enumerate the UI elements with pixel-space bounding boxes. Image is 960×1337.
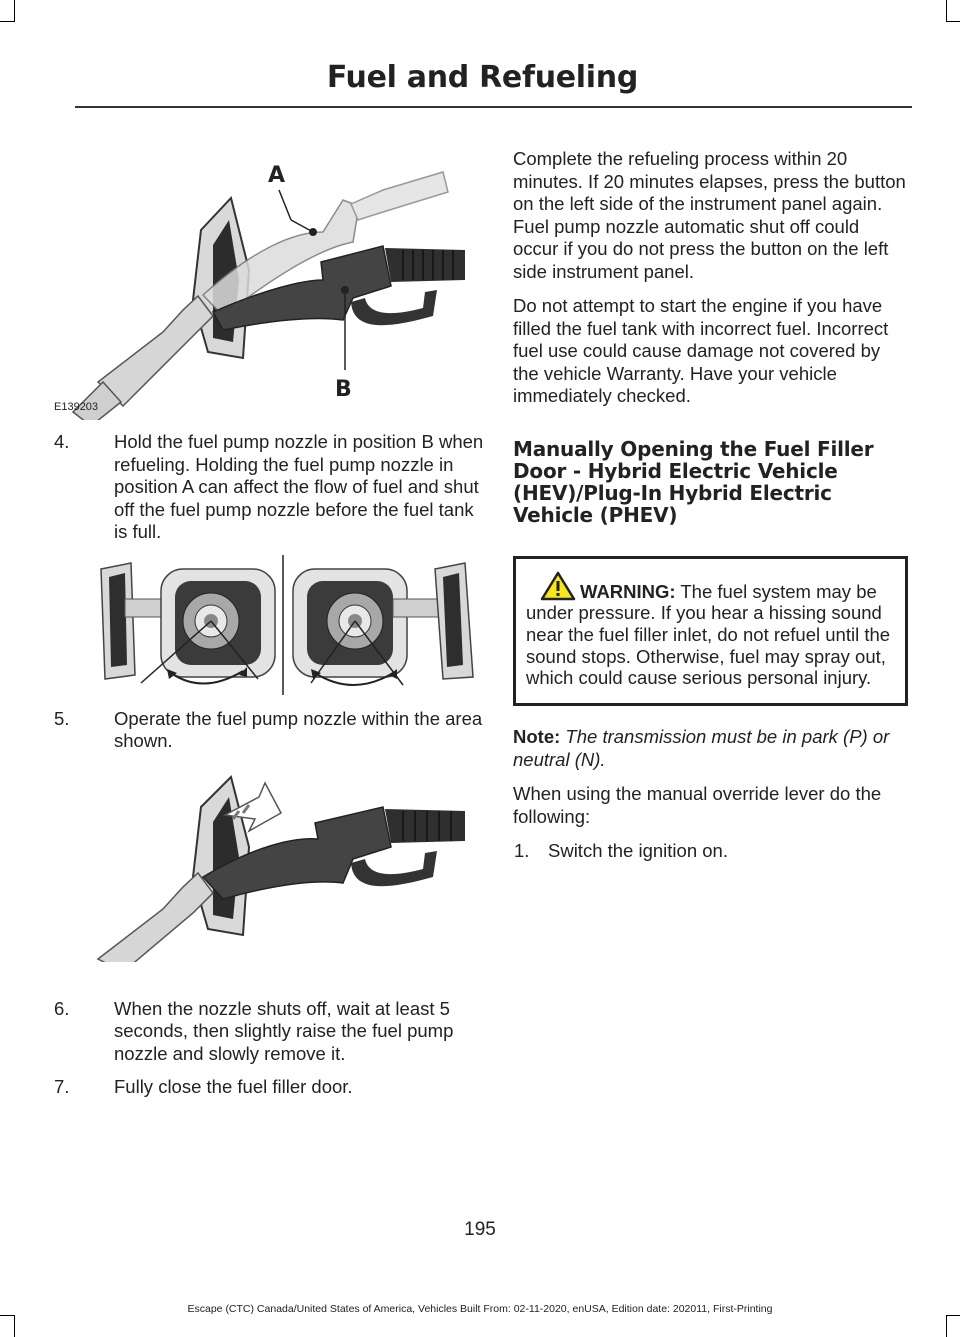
crop-mark — [946, 0, 947, 22]
crop-mark — [946, 1315, 960, 1316]
step-number: 5. — [54, 707, 70, 729]
header-divider — [75, 106, 912, 108]
page-title: Fuel and Refueling — [326, 60, 638, 95]
operating-area-illustration — [53, 555, 486, 695]
figure-operating-area — [53, 555, 486, 695]
step-number: 1. — [514, 840, 530, 862]
step-text: Operate the fuel pump nozzle within the area shown. — [114, 707, 483, 751]
right-column — [513, 148, 908, 863]
paragraph-refuel-time: Complete the refueling process within 20 minutes. If 20 minutes elapses, press the button on the left side of the instrument panel again. Fuel pump nozzle automatic shut off could occur if you do not press the button on the left side instrument panel. — [513, 148, 906, 282]
section-heading: Manually Opening the Fuel Filler Door - Hybrid Electric Vehicle (HEV)/Plug-In Hybrid Electric Vehicle (PHEV) — [513, 436, 874, 527]
step-text: When the nozzle shuts off, wait at least 5 seconds, then slightly raise the fuel pump nozzle and slowly remove it. — [114, 997, 454, 1064]
step-4 — [53, 431, 486, 544]
step-7 — [53, 1076, 486, 1099]
left-column — [53, 120, 486, 1099]
warning-text: The fuel system may be under pressure. If you hear a hissing sound near the fuel filler inlet, do not refuel until the sound stops. Otherwise, fuel may spray out, which could cause serious personal injury. — [526, 580, 891, 689]
crop-mark — [946, 1315, 947, 1337]
figure-code: E139203 — [54, 401, 99, 413]
crop-mark — [14, 1315, 15, 1337]
step-number: 7. — [54, 1076, 70, 1097]
step-5 — [53, 708, 486, 753]
crop-mark — [0, 21, 14, 22]
step-text: Fully close the fuel filler door. — [114, 1076, 353, 1097]
warning-box — [513, 556, 908, 707]
note-label: Note: — [513, 726, 561, 748]
crop-mark — [946, 21, 960, 22]
step-text: Hold the fuel pump nozzle in position B when refueling. Holding the fuel pump nozzle in position A can affect the flow of fuel and shut off the fuel pump nozzle before the fuel tank is full. — [114, 431, 484, 542]
step-number: 6. — [54, 997, 70, 1019]
callout-b: B — [335, 377, 352, 402]
figure-nozzle-positions — [53, 120, 486, 420]
crop-mark — [0, 1315, 14, 1316]
paragraph-override-lever: When using the manual override lever do the following: — [513, 783, 882, 827]
warning-triangle-icon — [540, 571, 576, 601]
note — [513, 726, 908, 771]
nozzle-positions-illustration — [53, 120, 486, 420]
nozzle-insertion-illustration — [53, 767, 486, 962]
page-number: 195 — [464, 1219, 496, 1240]
footer-text: Escape (CTC) Canada/United States of America, Vehicles Built From: 02-11-2020, enUSA, Edition date: 202011, First-Printing — [187, 1303, 773, 1315]
crop-mark — [14, 0, 15, 22]
step-1 — [513, 840, 908, 863]
step-text: Switch the ignition on. — [548, 840, 728, 862]
step-number: 4. — [54, 431, 70, 452]
step-6 — [53, 998, 486, 1066]
figure-nozzle-insertion — [53, 767, 486, 962]
warning-label: WARNING: — [580, 580, 676, 602]
note-text: The transmission must be in park (P) or neutral (N). — [513, 726, 890, 770]
callout-a: A — [268, 163, 286, 188]
paragraph-incorrect-fuel: Do not attempt to start the engine if you have filled the fuel tank with incorrect fuel. Incorrect fuel use could cause damage not covered by the vehicle Warranty. Have your vehicle immediately checked. — [513, 295, 889, 406]
